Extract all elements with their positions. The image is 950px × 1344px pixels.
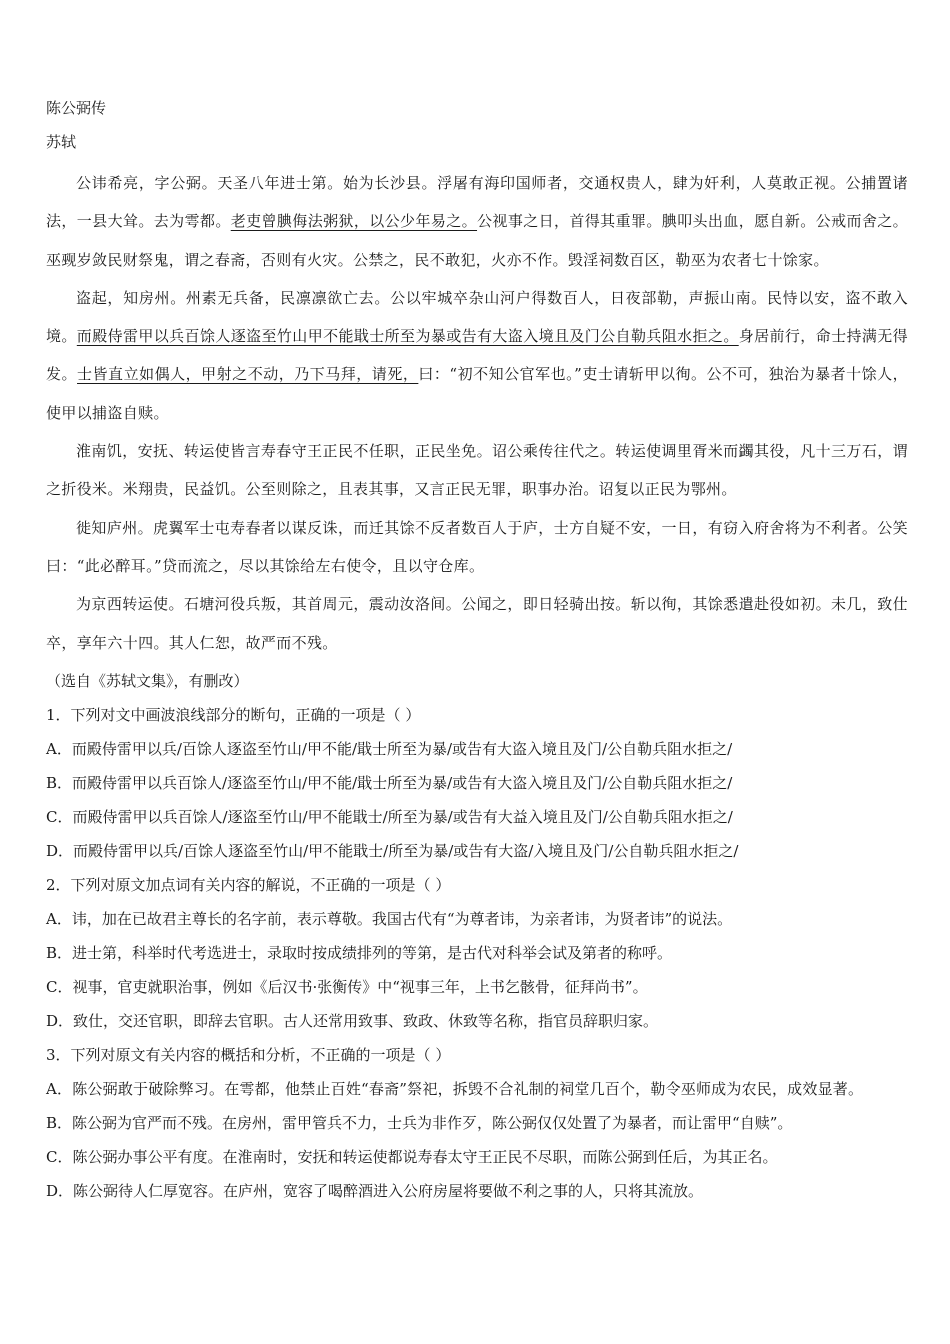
article-author: 苏轼 xyxy=(46,133,77,151)
question-3-option-a: A．陈公弼敢于破除弊习。在雩都，他禁止百姓“春斋”祭祀，拆毁不合礼制的祠堂几百个，勒令巫师成为农民，成效显著。 xyxy=(46,1079,864,1098)
question-2-option-a: A．讳，加在已故君主尊长的名字前，表示尊敬。我国古代有“为尊者讳，为亲者讳，为贤者讳”的说法。 xyxy=(46,909,733,928)
paragraph-1-text-a: 公讳希亮，字公弼。天圣八年进士第。始为长沙县。浮屠有海印国师者，交通权贵人，肆为奸利，人莫敢正视。公捕置诸法，一县大耸。去为雩都。 xyxy=(46,174,908,231)
question-2-option-d: D．致仕，交还官职，即辞去官职。古人还常用致事、致政、休致等名称，指官员辞职归家。 xyxy=(46,1011,659,1030)
question-3-option-d: D．陈公弼待人仁厚宽容。在庐州，宽容了喝醉酒进入公府房屋将要做不利之事的人，只将其流放。 xyxy=(46,1182,704,1201)
document-page xyxy=(46,96,908,1208)
paragraph-1-text-b: 公视事之日，首得其重罪。腆叩头出血，愿自新。公戒而舍之。巫觋岁敛民财祭鬼，谓之春斋，否则有火灾。公禁之，民不敢犯，火亦不作。毁淫祠数百区，勒巫为农者七十馀家。 xyxy=(46,212,909,269)
question-2-stem: 2．下列对原文加点词有关内容的解说，不正确的一项是（ ） xyxy=(46,875,451,894)
article-title: 陈公弼传 xyxy=(46,99,107,117)
question-1-option-d: D．而殿侍雷甲以兵/百馀人逐盗至竹山/甲不能戢士/所至为暴/或告有大盗/入境且及门/公自勒兵阻水拒之/ xyxy=(46,841,739,860)
paragraph-2-underlined: 士皆直立如偶人，甲射之不动，乃下马拜，请死， xyxy=(77,365,419,384)
paragraph-1 xyxy=(46,164,908,279)
paragraph-5: 为京西转运使。石塘河役兵叛，其首周元，震动汝洛间。公闻之，即日轻骑出按。斩以徇，其馀悉遣赴役如初。未几，致仕卒，享年六十四。其人仁恕，故严而不残。 xyxy=(46,595,908,652)
question-1-stem: 1．下列对文中画波浪线部分的断句，正确的一项是（ ） xyxy=(46,705,421,724)
paragraph-2 xyxy=(46,279,908,432)
question-3-option-c: C．陈公弼办事公平有度。在淮南时，安抚和转运使都说寿春太守王正民不尽职，而陈公弼到任后，为其正名。 xyxy=(46,1148,778,1167)
question-3-stem: 3．下列对原文有关内容的概括和分析，不正确的一项是（ ） xyxy=(46,1045,451,1064)
question-2-option-b: B．进士第，科举时代考选进士，录取时按成绩排列的等第，是古代对科举会试及第者的称呼。 xyxy=(46,943,673,962)
paragraph-3: 淮南饥，安抚、转运使皆言寿春守王正民不任职，正民坐免。诏公乘传往代之。转运使调里胥米而蠲其役，凡十三万石，谓之折役米。米翔贵，民益饥。公至则除之，且表其事，又言正民无罪，职事办治。诏复以正民为鄂州。 xyxy=(46,442,908,499)
paragraph-2-wavy-underlined: 而殿侍雷甲以兵百馀人逐盗至竹山甲不能戢士所至为暴或告有大盗入境且及门公自勒兵阻水拒之。 xyxy=(76,327,739,346)
question-3 xyxy=(46,1038,908,1209)
question-1-option-c: C．而殿侍雷甲以兵百馀人/逐盗至竹山/甲不能戢士/所至为暴/或告有大益入境且及门/公自勒兵阻水拒之/ xyxy=(46,807,733,826)
paragraph-2-text-a: 盗起，知房州。州素无兵备，民凛凛欲亡去。公以牢城卒杂山河户得数百人，日夜部勒，声振山南。民恃以安，盗不敢入境。 xyxy=(46,288,908,346)
source-note: （选自《苏轼文集》，有删改） xyxy=(46,671,249,690)
question-2-option-c: C．视事，官吏就职治事，例如《后汉书·张衡传》中“视事三年，上书乞骸骨，征拜尚书”。 xyxy=(46,977,648,996)
question-1-option-b: B．而殿侍雷甲以兵百馀人/逐盗至竹山/甲不能/戢士所至为暴/或告有大盗入境且及门/公自勒兵阻水拒之/ xyxy=(46,773,733,792)
paragraph-1-underlined: 老吏曾腆侮法粥狱，以公少年易之。 xyxy=(230,212,478,231)
paragraph-2-text-c: 曰：“初不知公官军也。”吏士请斩甲以徇。公不可，独治为暴者十馀人，使甲以捕盗自赎。 xyxy=(46,365,909,422)
question-3-option-b: B．陈公弼为官严而不残。在房州，雷甲管兵不力，士兵为非作歹，陈公弼仅仅处置了为暴者，而让雷甲“自赎”。 xyxy=(46,1114,793,1133)
paragraph-4: 徙知庐州。虎翼军士屯寿春者以谋反诛，而迁其馀不反者数百人于庐，士方自疑不安，一日，有窃入府舍将为不利者。公笑曰：“此必醉耳。”贷而流之，尽以其馀给左右使令，且以守仓库。 xyxy=(46,518,908,575)
paragraph-2-text-b: 身居前行，命士持满无得发。 xyxy=(46,327,909,384)
question-2 xyxy=(46,868,908,1038)
question-1-option-a: A．而殿侍雷甲以兵/百馀人逐盗至竹山/甲不能/戢士所至为暴/或告有大盗入境且及门/公自勒兵阻水拒之/ xyxy=(46,739,733,758)
question-1 xyxy=(46,698,908,868)
